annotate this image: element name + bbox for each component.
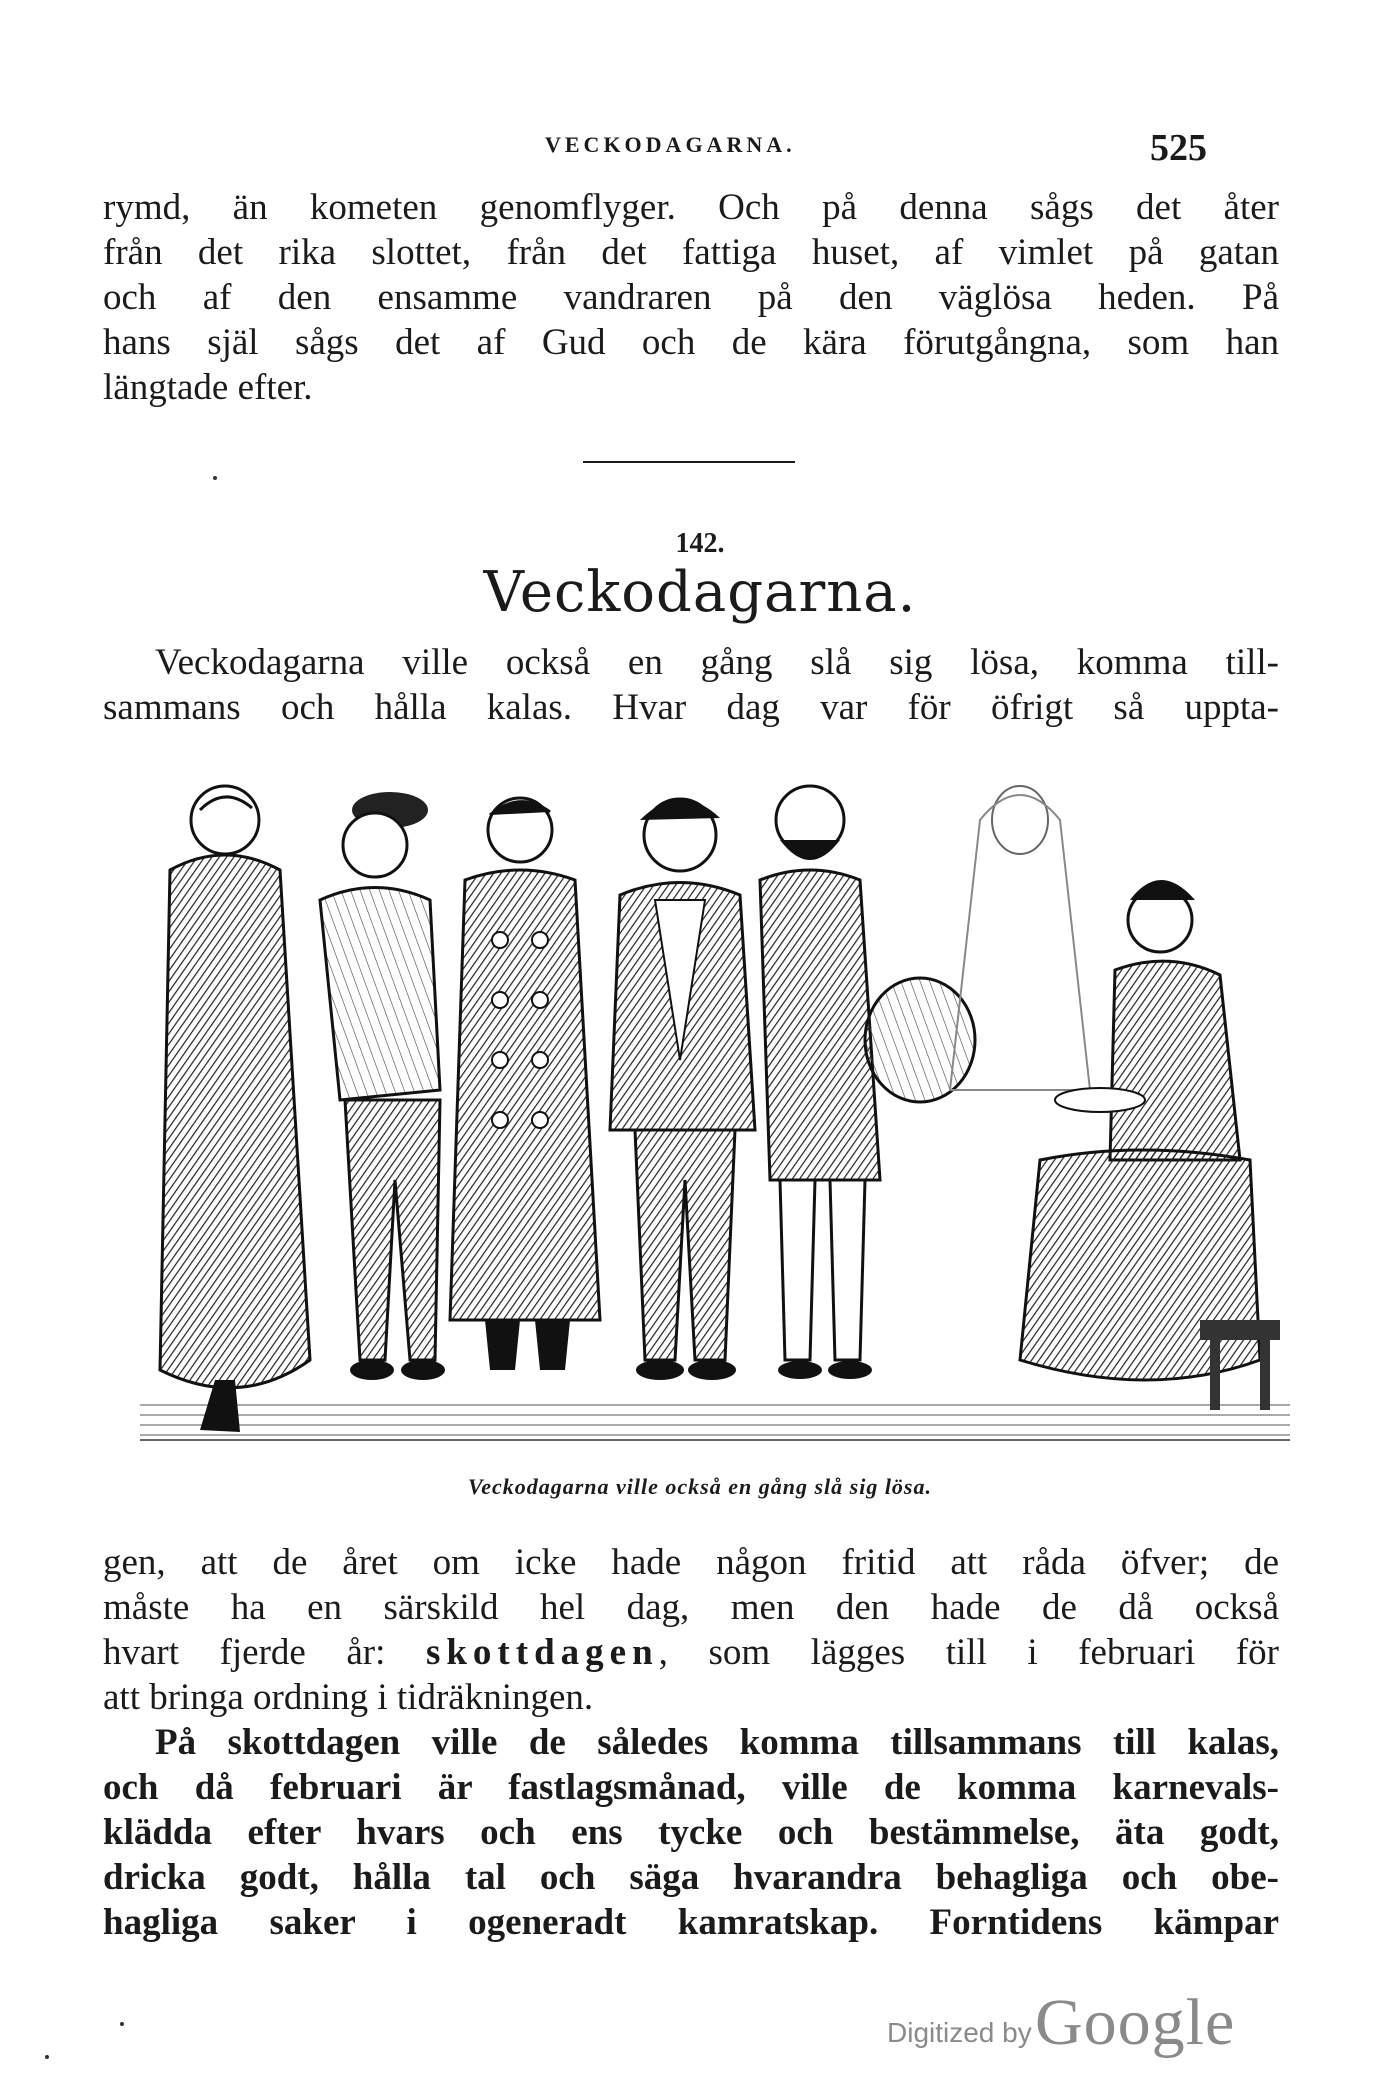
emphasized-term: skottdagen: [425, 1632, 659, 1673]
engraving-illustration: [140, 760, 1290, 1460]
text-line: och då februari är fastlagsmånad, ville de komma karnevals-: [103, 1767, 1279, 1808]
figure-blacksmith: [760, 786, 975, 1379]
text-line: sammans och hålla kalas. Hvar dag var för öfrigt så uppta-: [103, 687, 1279, 728]
final-paragraph: [103, 1720, 1279, 1945]
intro-paragraph: [103, 640, 1279, 730]
running-head-title: VECKODAGARNA.: [545, 132, 796, 157]
running-head: [0, 126, 1400, 169]
text-line: längtade efter.: [103, 367, 313, 408]
text-line: rymd, än kometen genomflyger. Och på denna sågs det åter: [103, 187, 1279, 228]
text-line: klädda efter hvars och ens tycke och bestämmelse, äta godt,: [103, 1812, 1279, 1853]
illustration-caption: Veckodagarna ville också en gång slå sig lösa.: [467, 1474, 932, 1499]
ink-speck: [120, 2022, 124, 2026]
watermark-prefix: Digitized by: [887, 2017, 1032, 2048]
watermark-brand-logo: Google: [1035, 1986, 1236, 2059]
text-line: [103, 1630, 1279, 1675]
text-line: hagliga saker i ogeneradt kamratskap. Forntidens kämpar: [103, 1902, 1279, 1943]
google-watermark: [887, 1985, 1287, 2059]
text-line: och af den ensamme vandraren på den väglösa heden. På: [103, 277, 1279, 318]
figure-seated-woman: [1020, 880, 1280, 1410]
text-fragment: hvart fjerde år:: [103, 1632, 426, 1673]
text-line: gen, att de året om icke hade någon fritid att råda öfver; de: [103, 1542, 1279, 1583]
continued-paragraph: [103, 1540, 1279, 1720]
figure-uniformed-officer: [450, 798, 600, 1370]
ink-speck: [213, 476, 217, 480]
section-divider: [583, 461, 795, 463]
text-line: hans själ sågs det af Gud och de kära förutgångna, som han: [103, 322, 1279, 363]
figure-robed-man: [160, 786, 310, 1432]
top-paragraph: [103, 185, 1279, 410]
text-fragment: , som lägges till i februari för: [658, 1632, 1279, 1673]
text-line: På skottdagen ville de således komma tillsammans till kalas,: [155, 1722, 1279, 1763]
text-line: från det rika slottet, från det fattiga huset, af vimlet på gatan: [103, 232, 1279, 273]
ink-speck: [45, 2055, 49, 2059]
text-line: att bringa ordning i tidräkningen.: [103, 1677, 594, 1718]
page-number: 525: [1150, 127, 1207, 169]
figure-gentleman: [610, 799, 755, 1380]
section-number: 142.: [675, 528, 725, 559]
text-line: dricka godt, hålla tal och säga hvarandra behagliga och obe-: [103, 1857, 1279, 1898]
text-line: Veckodagarna ville också en gång slå sig lösa, komma till-: [155, 642, 1279, 683]
text-line: måste ha en särskild hel dag, men den hade de då också: [103, 1587, 1279, 1628]
floor-hatching: [140, 1400, 1290, 1440]
figure-capped-man: [320, 792, 445, 1380]
chapter-title: Veckodagarna.: [483, 560, 917, 625]
